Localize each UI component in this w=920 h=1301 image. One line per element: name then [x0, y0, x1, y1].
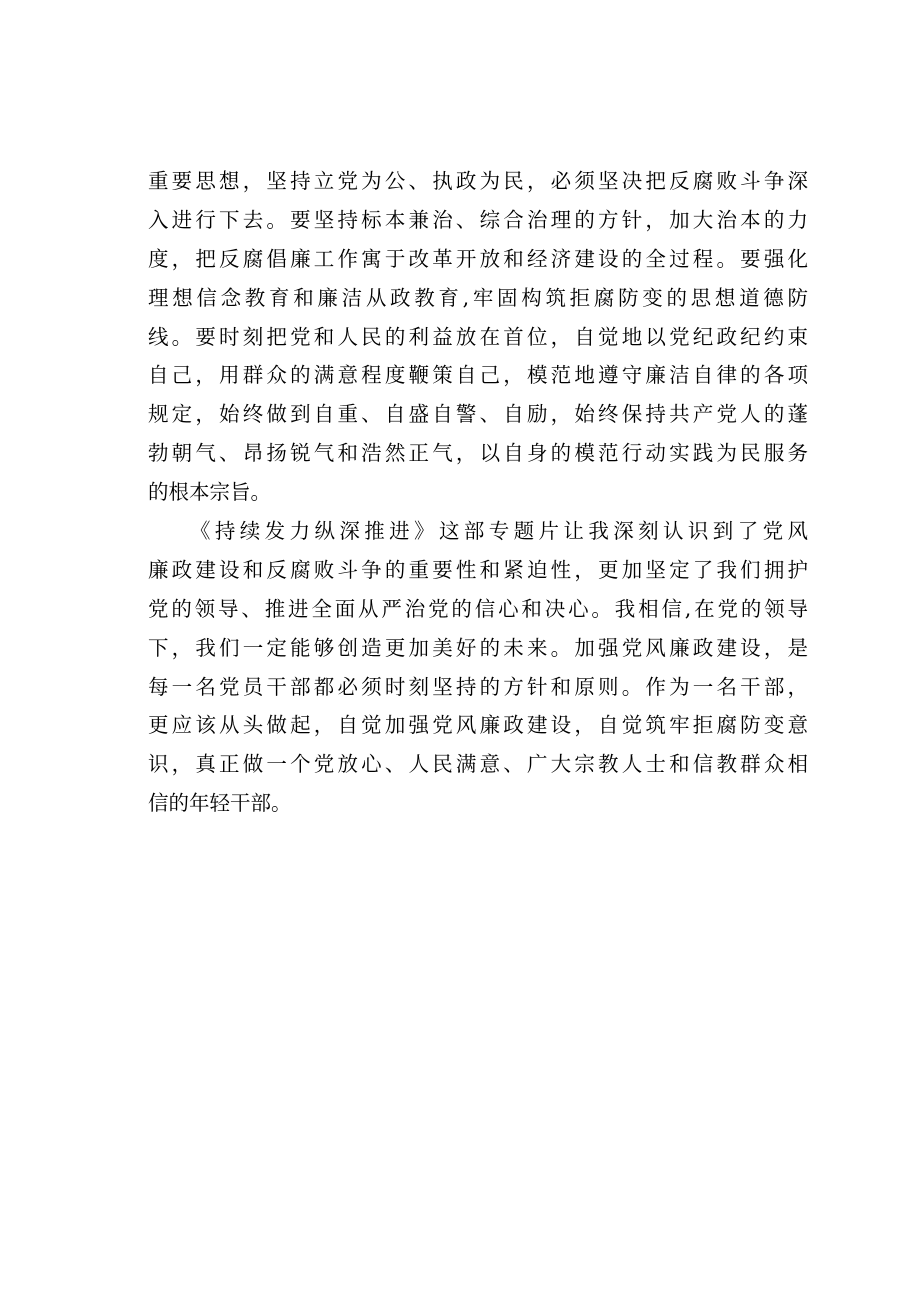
text-line: 入进行下去。要坚持标本兼治、综合治理的方针，加大治本的力 [148, 207, 808, 232]
text-line: 每一名党员干部都必须时刻坚持的方针和原则。作为一名干部， [148, 674, 808, 699]
text-line: 勃朝气、昂扬锐气和浩然正气，以自身的模范行动实践为民服务 [148, 441, 808, 466]
text-line: 更应该从头做起，自觉加强党风廉政建设，自觉筑牢拒腐防变意 [148, 713, 808, 738]
text-line: 理想信念教育和廉洁从政教育,牢固构筑拒腐防变的思想道德防 [148, 285, 808, 310]
text-line: 下，我们一定能够创造更加美好的未来。加强党风廉政建设，是 [148, 635, 808, 660]
text-line: 的根本宗旨。 [148, 480, 271, 505]
text-line: 信的年轻干部。 [148, 791, 292, 816]
text-line: 廉政建设和反腐败斗争的重要性和紧迫性，更加坚定了我们拥护 [148, 557, 808, 582]
text-line: 党的领导、推进全面从严治党的信心和决心。我相信,在党的领导 [148, 596, 808, 621]
paragraph-2 [148, 512, 808, 823]
text-line: 线。要时刻把党和人民的利益放在首位，自觉地以党纪政纪约束 [148, 324, 808, 349]
text-line: 度，把反腐倡廉工作寓于改革开放和经济建设的全过程。要强化 [148, 246, 808, 271]
body-text [148, 162, 808, 823]
text-line: 重要思想，坚持立党为公、执政为民，必须坚决把反腐败斗争深 [148, 169, 808, 193]
text-line: 自己，用群众的满意程度鞭策自己，模范地遵守廉洁自律的各项 [148, 363, 808, 388]
text-line: 识，真正做一个党放心、人民满意、广大宗教人士和信教群众相 [148, 752, 808, 777]
text-line: 《持续发力纵深推进》这部专题片让我深刻认识到了党风 [190, 519, 808, 544]
text-line: 规定，始终做到自重、自盛自警、自励，始终保持共产党人的蓬 [148, 402, 808, 427]
paragraph-1 [148, 162, 808, 512]
